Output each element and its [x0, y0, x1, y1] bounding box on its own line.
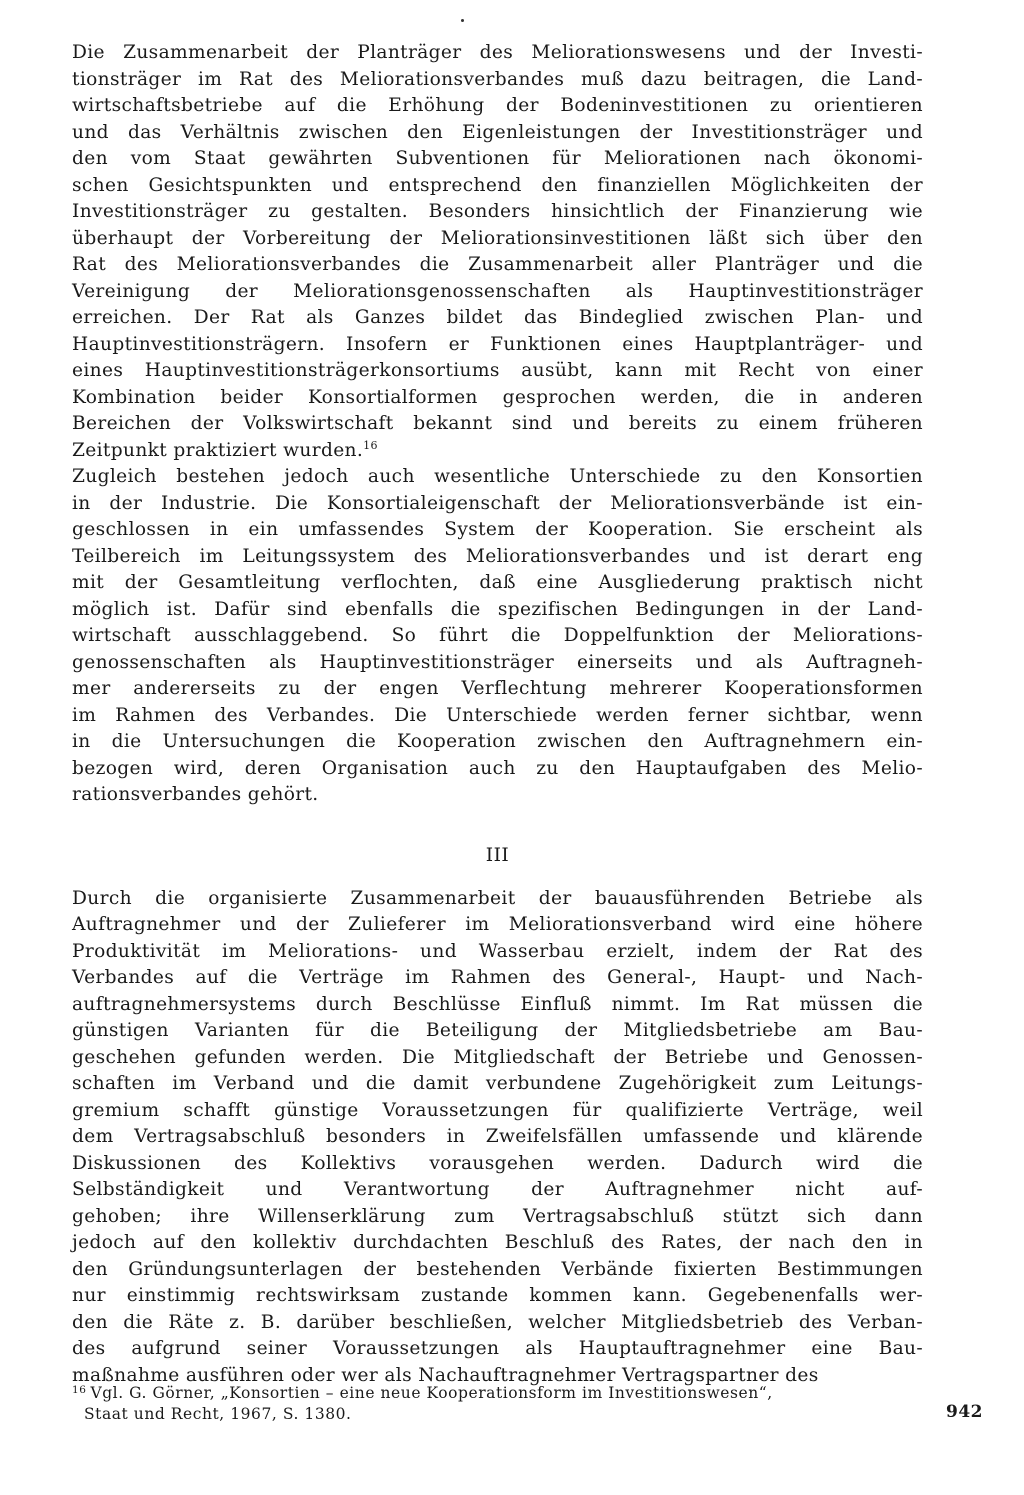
- text-line: [72, 1177, 923, 1204]
- text-line-content: möglich ist. Dafür sind ebenfalls die spezifischen Bedingungen in der Land-: [72, 598, 923, 620]
- text-line: [72, 464, 923, 491]
- text-line: [72, 146, 923, 173]
- text-line: [72, 1230, 923, 1257]
- text-line-content: Bereichen der Volkswirtschaft bekannt sind und bereits zu einem früheren: [72, 413, 923, 434]
- text-line-content: schaften im Verband und die damit verbundene Zugehörigkeit zum Leitungs-: [72, 1073, 923, 1094]
- text-line-content: rationsverbandes gehört.: [72, 784, 319, 805]
- text-line-content: wirtschaft ausschlaggebend. So führt die Doppelfunktion der Meliorations-: [72, 625, 923, 646]
- text-line: [72, 676, 923, 703]
- text-line: [72, 40, 923, 67]
- text-line: [72, 886, 923, 913]
- text-line-content: den Gründungsunterlagen der bestehenden Verbände fixierten Bestimmungen: [72, 1258, 923, 1280]
- text-line-content: auftragnehmersystems durch Beschlüsse Einfluß nimmt. Im Rat müssen die: [72, 993, 923, 1015]
- text-line: [72, 1336, 923, 1363]
- text-line: [72, 597, 923, 624]
- text-line-content: und das Verhältnis zwischen den Eigenleistungen der Investitionsträger und: [72, 121, 923, 143]
- text-line-content: genossenschaften als Hauptinvestitionsträger einerseits und als Auftragneh-: [72, 651, 923, 673]
- text-line: [72, 1071, 923, 1098]
- text-line: [72, 623, 923, 650]
- text-line-content: Hauptinvestitionsträgern. Insofern er Funktionen eines Hauptplanträger- und: [72, 333, 923, 355]
- footnote-line-2: [72, 1402, 923, 1426]
- text-line: [72, 782, 923, 809]
- text-line: [72, 199, 923, 226]
- text-line: [72, 385, 923, 412]
- paragraph-1: [72, 40, 923, 464]
- text-line: [72, 1124, 923, 1151]
- text-line-content: tionsträger im Rat des Meliorationsverbandes muß dazu beitragen, die Land-: [72, 68, 923, 90]
- text-line-content: Investitionsträger zu gestalten. Besonders hinsichtlich der Finanzierung wie: [72, 201, 923, 222]
- footnote-line-1: [72, 1378, 923, 1402]
- text-line: [72, 912, 923, 939]
- text-line: [72, 67, 923, 94]
- text-line-content: eines Hauptinvestitionsträgerkonsortiums ausübt, kann mit Recht von einer: [72, 360, 923, 381]
- text-line: [72, 570, 923, 597]
- footnote-text-1: Vgl. G. Görner, „Konsortien – eine neue Kooperationsform im Investitionswesen“,: [90, 1384, 773, 1402]
- text-line-content: mer andererseits zu der engen Verflechtung mehrerer Kooperationsformen: [72, 678, 923, 699]
- text-line-content: Vereinigung der Meliorationsgenossenschaften als Hauptinvestitionsträger: [72, 280, 923, 302]
- footnote-area: [72, 1378, 923, 1426]
- text-line: [72, 226, 923, 253]
- text-line-content: Selbständigkeit und Verantwortung der Auftragnehmer nicht auf-: [72, 1179, 923, 1200]
- text-line-content: in die Untersuchungen die Kooperation zwischen den Auftragnehmern ein-: [72, 731, 923, 752]
- text-line-content: Diskussionen des Kollektivs vorausgehen werden. Dadurch wird die: [72, 1152, 923, 1174]
- text-line: [72, 305, 923, 332]
- text-line-content: geschlossen in ein umfassendes System der Kooperation. Sie erscheint als: [72, 519, 923, 540]
- text-line-content: geschehen gefunden werden. Die Mitgliedschaft der Betriebe und Genossen-: [72, 1046, 923, 1068]
- text-line-content: jedoch auf den kollektiv durchdachten Beschluß des Rates, der nach den in: [72, 1232, 923, 1253]
- text-line-content: erreichen. Der Rat als Ganzes bildet das Bindeglied zwischen Plan- und: [72, 307, 923, 328]
- text-line: [72, 939, 923, 966]
- text-line-content: Teilbereich im Leitungssystem des Meliorationsverbandes und ist derart eng: [72, 545, 923, 567]
- text-line: [72, 279, 923, 306]
- text-line: [72, 358, 923, 385]
- text-line-content: Produktivität im Meliorations- und Wasserbau erzielt, indem der Rat des: [72, 940, 923, 962]
- text-line: [72, 332, 923, 359]
- text-line: [72, 173, 923, 200]
- footnote-number: 16: [72, 1384, 87, 1396]
- paragraph-3: [72, 886, 923, 1390]
- text-line-content: maßnahme ausführen oder wer als Nachauftragnehmer Vertragspartner des: [72, 1364, 819, 1386]
- text-line-content: Kombination beider Konsortialformen gesprochen werden, die in anderen: [72, 386, 923, 408]
- text-line: [72, 517, 923, 544]
- text-line: [72, 438, 923, 465]
- text-line-content: Durch die organisierte Zusammenarbeit der bauausführenden Betriebe als: [72, 887, 923, 909]
- text-line-content: bezogen wird, deren Organisation auch zu den Hauptaufgaben des Melio-: [72, 757, 923, 779]
- text-line-content: schen Gesichtspunkten und entsprechend den finanziellen Möglichkeiten der: [72, 174, 923, 196]
- text-line: [72, 1310, 923, 1337]
- text-line: [72, 252, 923, 279]
- text-line-content: Auftragnehmer und der Zulieferer im Meliorationsverband wird eine höhere: [72, 914, 923, 935]
- text-line-content: mit der Gesamtleitung verflochten, daß eine Ausgliederung praktisch nicht: [72, 572, 923, 593]
- text-line: [72, 1098, 923, 1125]
- text-line-content: Rat des Meliorationsverbandes die Zusammenarbeit aller Planträger und die: [72, 254, 923, 275]
- text-line: [72, 93, 923, 120]
- text-line: [72, 965, 923, 992]
- print-speck: [461, 19, 464, 22]
- text-line: [72, 1018, 923, 1045]
- text-line-content: in der Industrie. Die Konsortialeigenschaft der Meliorationsverbände ist ein-: [72, 492, 923, 514]
- footnote-text-2: Staat und Recht, 1967, S. 1380.: [84, 1405, 352, 1423]
- paragraph-2: [72, 464, 923, 809]
- text-line-content: Zugleich bestehen jedoch auch wesentliche Unterschiede zu den Konsortien: [72, 466, 923, 487]
- text-line-content: günstigen Varianten für die Beteiligung der Mitgliedsbetriebe am Bau-: [72, 1020, 923, 1041]
- text-line: [72, 1204, 923, 1231]
- text-line: [72, 1257, 923, 1284]
- text-line-content: überhaupt der Vorbereitung der Meliorationsinvestitionen läßt sich über den: [72, 227, 923, 249]
- text-line: [72, 650, 923, 677]
- text-line-content: gehoben; ihre Willenserklärung zum Vertragsabschluß stützt sich dann: [72, 1205, 923, 1227]
- text-line: [72, 1045, 923, 1072]
- text-line: [72, 491, 923, 518]
- text-line: [72, 1151, 923, 1178]
- text-line: [72, 729, 923, 756]
- page-number: 942: [946, 1402, 983, 1422]
- text-line-content: dem Vertragsabschluß besonders in Zweifelsfällen umfassende und klärende: [72, 1126, 923, 1147]
- text-line-content: nur einstimmig rechtswirksam zustande kommen kann. Gegebenenfalls wer-: [72, 1285, 923, 1306]
- text-line-content: Zeitpunkt praktiziert wurden.: [72, 439, 364, 461]
- text-line: [72, 120, 923, 147]
- text-line: [72, 756, 923, 783]
- text-line: [72, 703, 923, 730]
- text-line-content: Verbandes auf die Verträge im Rahmen des General-, Haupt- und Nach-: [72, 967, 923, 988]
- text-line: [72, 992, 923, 1019]
- text-line-content: Die Zusammenarbeit der Planträger des Meliorationswesens und der Investi-: [72, 42, 923, 63]
- page-body: [72, 40, 923, 1389]
- text-line-content: des aufgrund seiner Voraussetzungen als Hauptauftragnehmer eine Bau-: [72, 1338, 923, 1359]
- text-line-content: gremium schafft günstige Voraussetzungen für qualifizierte Verträge, weil: [72, 1099, 923, 1121]
- text-line: [72, 544, 923, 571]
- text-line-content: im Rahmen des Verbandes. Die Unterschiede werden ferner sichtbar, wenn: [72, 704, 923, 726]
- text-line-content: den vom Staat gewährten Subventionen für Meliorationen nach ökonomi-: [72, 148, 923, 169]
- section-heading: III: [485, 844, 510, 866]
- footnote-reference: 16: [363, 438, 378, 452]
- text-line: [72, 411, 923, 438]
- text-line-content: den die Räte z. B. darüber beschließen, welcher Mitgliedsbetrieb des Verban-: [72, 1311, 923, 1333]
- text-line-content: wirtschaftsbetriebe auf die Erhöhung der Bodeninvestitionen zu orientieren: [72, 95, 923, 116]
- text-line: [72, 1283, 923, 1310]
